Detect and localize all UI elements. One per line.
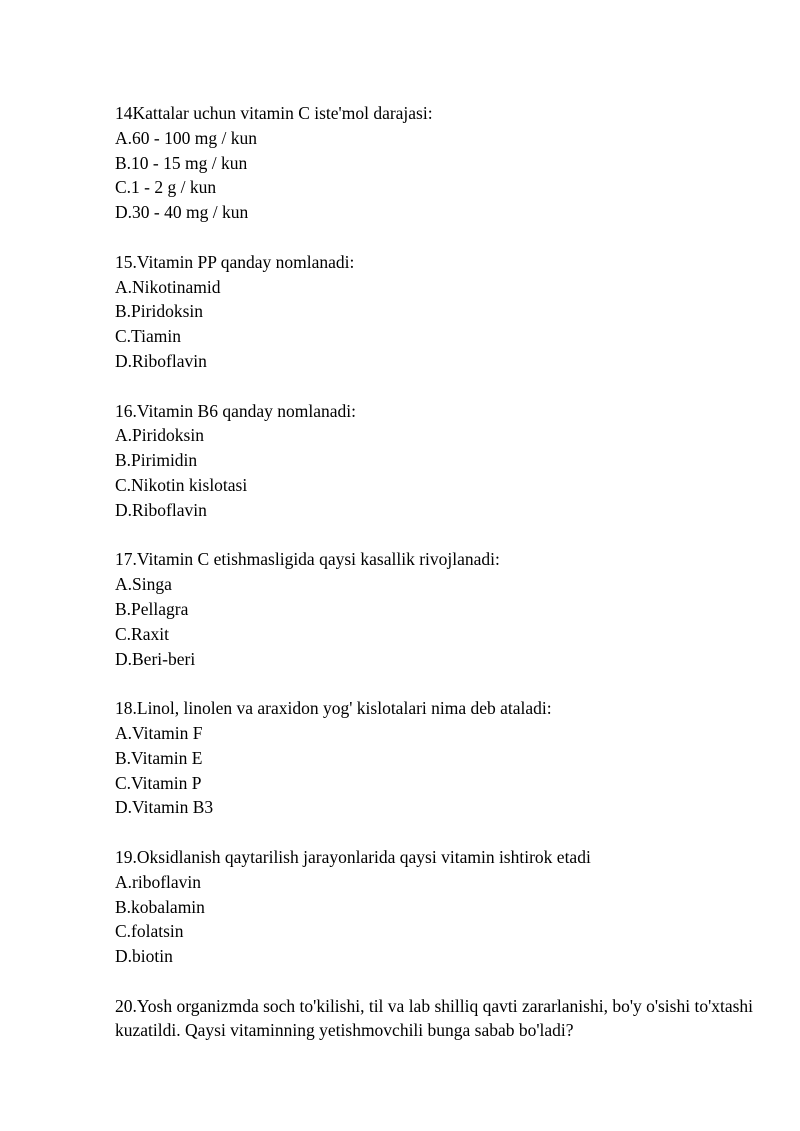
- question-15: [115, 250, 765, 374]
- question-20: [115, 994, 765, 1044]
- question-text: 18.Linol, linolen va araxidon yog' kislotalari nima deb ataladi:: [115, 698, 552, 719]
- option-d: D.biotin: [115, 946, 173, 967]
- question-14: [115, 101, 765, 225]
- option-b: B.Pellagra: [115, 598, 189, 619]
- option-c: C.folatsin: [115, 921, 184, 942]
- option-d: D.30 - 40 mg / kun: [115, 202, 249, 223]
- question-text: 15.Vitamin PP qanday nomlanadi:: [115, 251, 355, 272]
- option-a: A.Vitamin F: [115, 722, 203, 743]
- option-d: D.Riboflavin: [115, 499, 207, 520]
- question-text: 19.Oksidlanish qaytarilish jarayonlarida qaysi vitamin ishtirok etadi: [115, 846, 591, 867]
- option-b: B.10 - 15 mg / kun: [115, 152, 248, 173]
- option-b: B.Pirimidin: [115, 450, 198, 471]
- question-text: 14Kattalar uchun vitamin C iste'mol darajasi:: [115, 103, 433, 123]
- option-b: B.kobalamin: [115, 896, 205, 917]
- option-c: C.Vitamin P: [115, 772, 202, 793]
- option-a: A.Nikotinamid: [115, 276, 221, 297]
- question-text: 20.Yosh organizmda soch to'kilishi, til va lab shilliq qavti zararlanishi, bo'y o'sishi to'xtashi kuzatildi. Qaysi vitaminning yetishmovchili bunga sabab bo'ladi?: [115, 995, 758, 1041]
- option-b: B.Vitamin E: [115, 747, 203, 768]
- option-a: A.riboflavin: [115, 871, 202, 892]
- option-d: D.Vitamin B3: [115, 797, 214, 818]
- question-16: [115, 399, 765, 523]
- question-17: [115, 547, 765, 671]
- option-c: C.1 - 2 g / kun: [115, 177, 217, 198]
- question-text: 16.Vitamin B6 qanday nomlanadi:: [115, 400, 356, 421]
- option-a: A.Singa: [115, 574, 172, 595]
- option-b: B.Piridoksin: [115, 301, 204, 322]
- option-c: C.Nikotin kislotasi: [115, 474, 248, 495]
- question-text: 17.Vitamin C etishmasligida qaysi kasallik rivojlanadi:: [115, 549, 500, 570]
- option-a: A.60 - 100 mg / kun: [115, 127, 257, 148]
- option-c: C.Raxit: [115, 623, 169, 644]
- option-c: C.Tiamin: [115, 326, 181, 347]
- option-d: D.Riboflavin: [115, 350, 207, 371]
- option-d: D.Beri-beri: [115, 648, 196, 669]
- option-a: A.Piridoksin: [115, 425, 204, 446]
- question-19: [115, 845, 765, 969]
- question-list: [115, 101, 765, 1068]
- question-18: [115, 696, 765, 820]
